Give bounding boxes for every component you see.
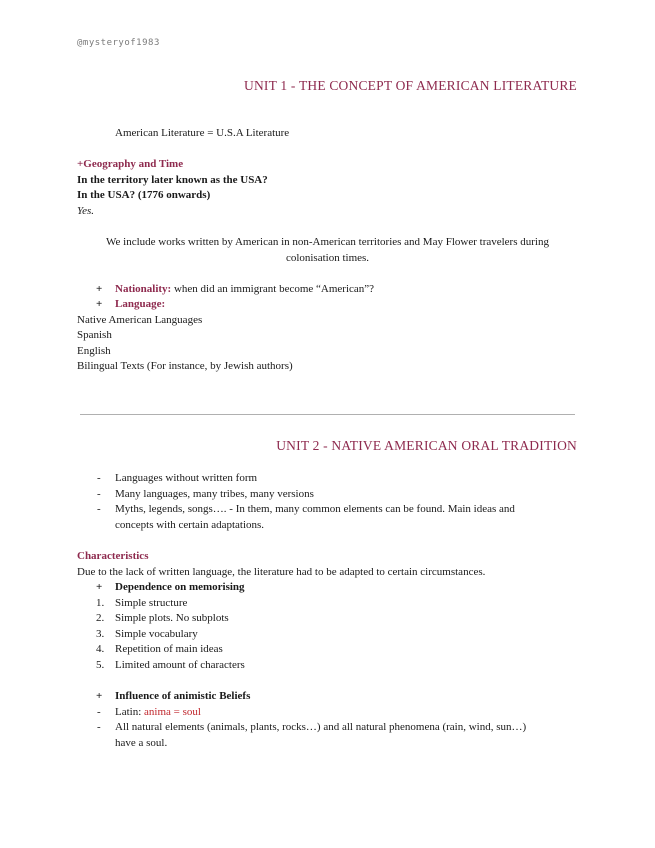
unit1-definition: American Literature = U.S.A Literature xyxy=(115,127,290,139)
latin-item xyxy=(115,705,201,721)
list-number: 1. xyxy=(96,597,105,609)
nationality-text: when did an immigrant become “American”? xyxy=(171,283,375,295)
nationality-item xyxy=(115,282,374,298)
animistic-heading: Influence of animistic Beliefs xyxy=(115,690,251,702)
characteristics-intro: Due to the lack of written language, the literature had to be adapted to certain circumstances. xyxy=(77,566,486,578)
geography-heading: +Geography and Time xyxy=(77,158,184,170)
dash-marker: - xyxy=(97,503,101,515)
list-number: 5. xyxy=(96,659,105,671)
nationality-label: Nationality: xyxy=(115,283,172,295)
unit1-title: UNIT 1 - THE CONCEPT OF AMERICAN LITERATURE xyxy=(244,78,577,93)
memorising-item: Repetition of main ideas xyxy=(115,643,223,655)
list-item: Many languages, many tribes, many versions xyxy=(115,488,314,500)
inclusion-note-line2: colonisation times. xyxy=(285,251,370,264)
memorising-item: Simple structure xyxy=(115,597,188,609)
dash-marker: - xyxy=(97,721,101,733)
language-item: Native American Languages xyxy=(77,314,203,326)
list-item-continuation: concepts with certain adaptations. xyxy=(115,519,265,531)
memorising-item: Simple plots. No subplots xyxy=(115,612,229,624)
characteristics-heading: Characteristics xyxy=(77,550,149,562)
dash-marker: - xyxy=(97,472,101,484)
latin-prefix: Latin: xyxy=(115,706,145,718)
bullet-plus: + xyxy=(96,581,103,593)
language-item: Spanish xyxy=(77,329,112,341)
section-divider xyxy=(80,414,575,415)
natural-elements-item: All natural elements (animals, plants, rocks…) and all natural phenomena (rain, wind, sun…) xyxy=(115,721,527,733)
list-item: Languages without written form xyxy=(115,472,258,484)
bullet-plus: + xyxy=(96,283,103,295)
memorising-item: Limited amount of characters xyxy=(115,659,245,671)
answer-yes: Yes. xyxy=(77,205,95,217)
question-usa: In the USA? (1776 onwards) xyxy=(77,189,211,201)
latin-term: anima = soul xyxy=(144,706,201,718)
unit2-title: UNIT 2 - NATIVE AMERICAN ORAL TRADITION xyxy=(276,438,577,453)
natural-elements-continuation: have a soul. xyxy=(115,737,168,749)
dash-marker: - xyxy=(97,706,101,718)
dash-marker: - xyxy=(97,488,101,500)
list-item: Myths, legends, songs…. - In them, many common elements can be found. Main ideas and xyxy=(115,503,515,515)
list-number: 4. xyxy=(96,643,105,655)
language-item: Bilingual Texts (For instance, by Jewish authors) xyxy=(77,360,293,372)
bullet-plus: + xyxy=(96,298,103,310)
memorising-heading: Dependence on memorising xyxy=(115,581,245,593)
language-label: Language: xyxy=(115,298,166,310)
bullet-plus: + xyxy=(96,690,103,702)
list-number: 3. xyxy=(96,628,105,640)
list-number: 2. xyxy=(96,612,105,624)
inclusion-note-line1: We include works written by American in non-American territories and May Flower travelers during xyxy=(106,236,549,248)
question-territory: In the territory later known as the USA? xyxy=(77,174,268,186)
memorising-item: Simple vocabulary xyxy=(115,628,198,640)
language-item: English xyxy=(77,345,111,357)
watermark: @mysteryof1983 xyxy=(77,38,160,48)
inclusion-note xyxy=(80,235,575,266)
